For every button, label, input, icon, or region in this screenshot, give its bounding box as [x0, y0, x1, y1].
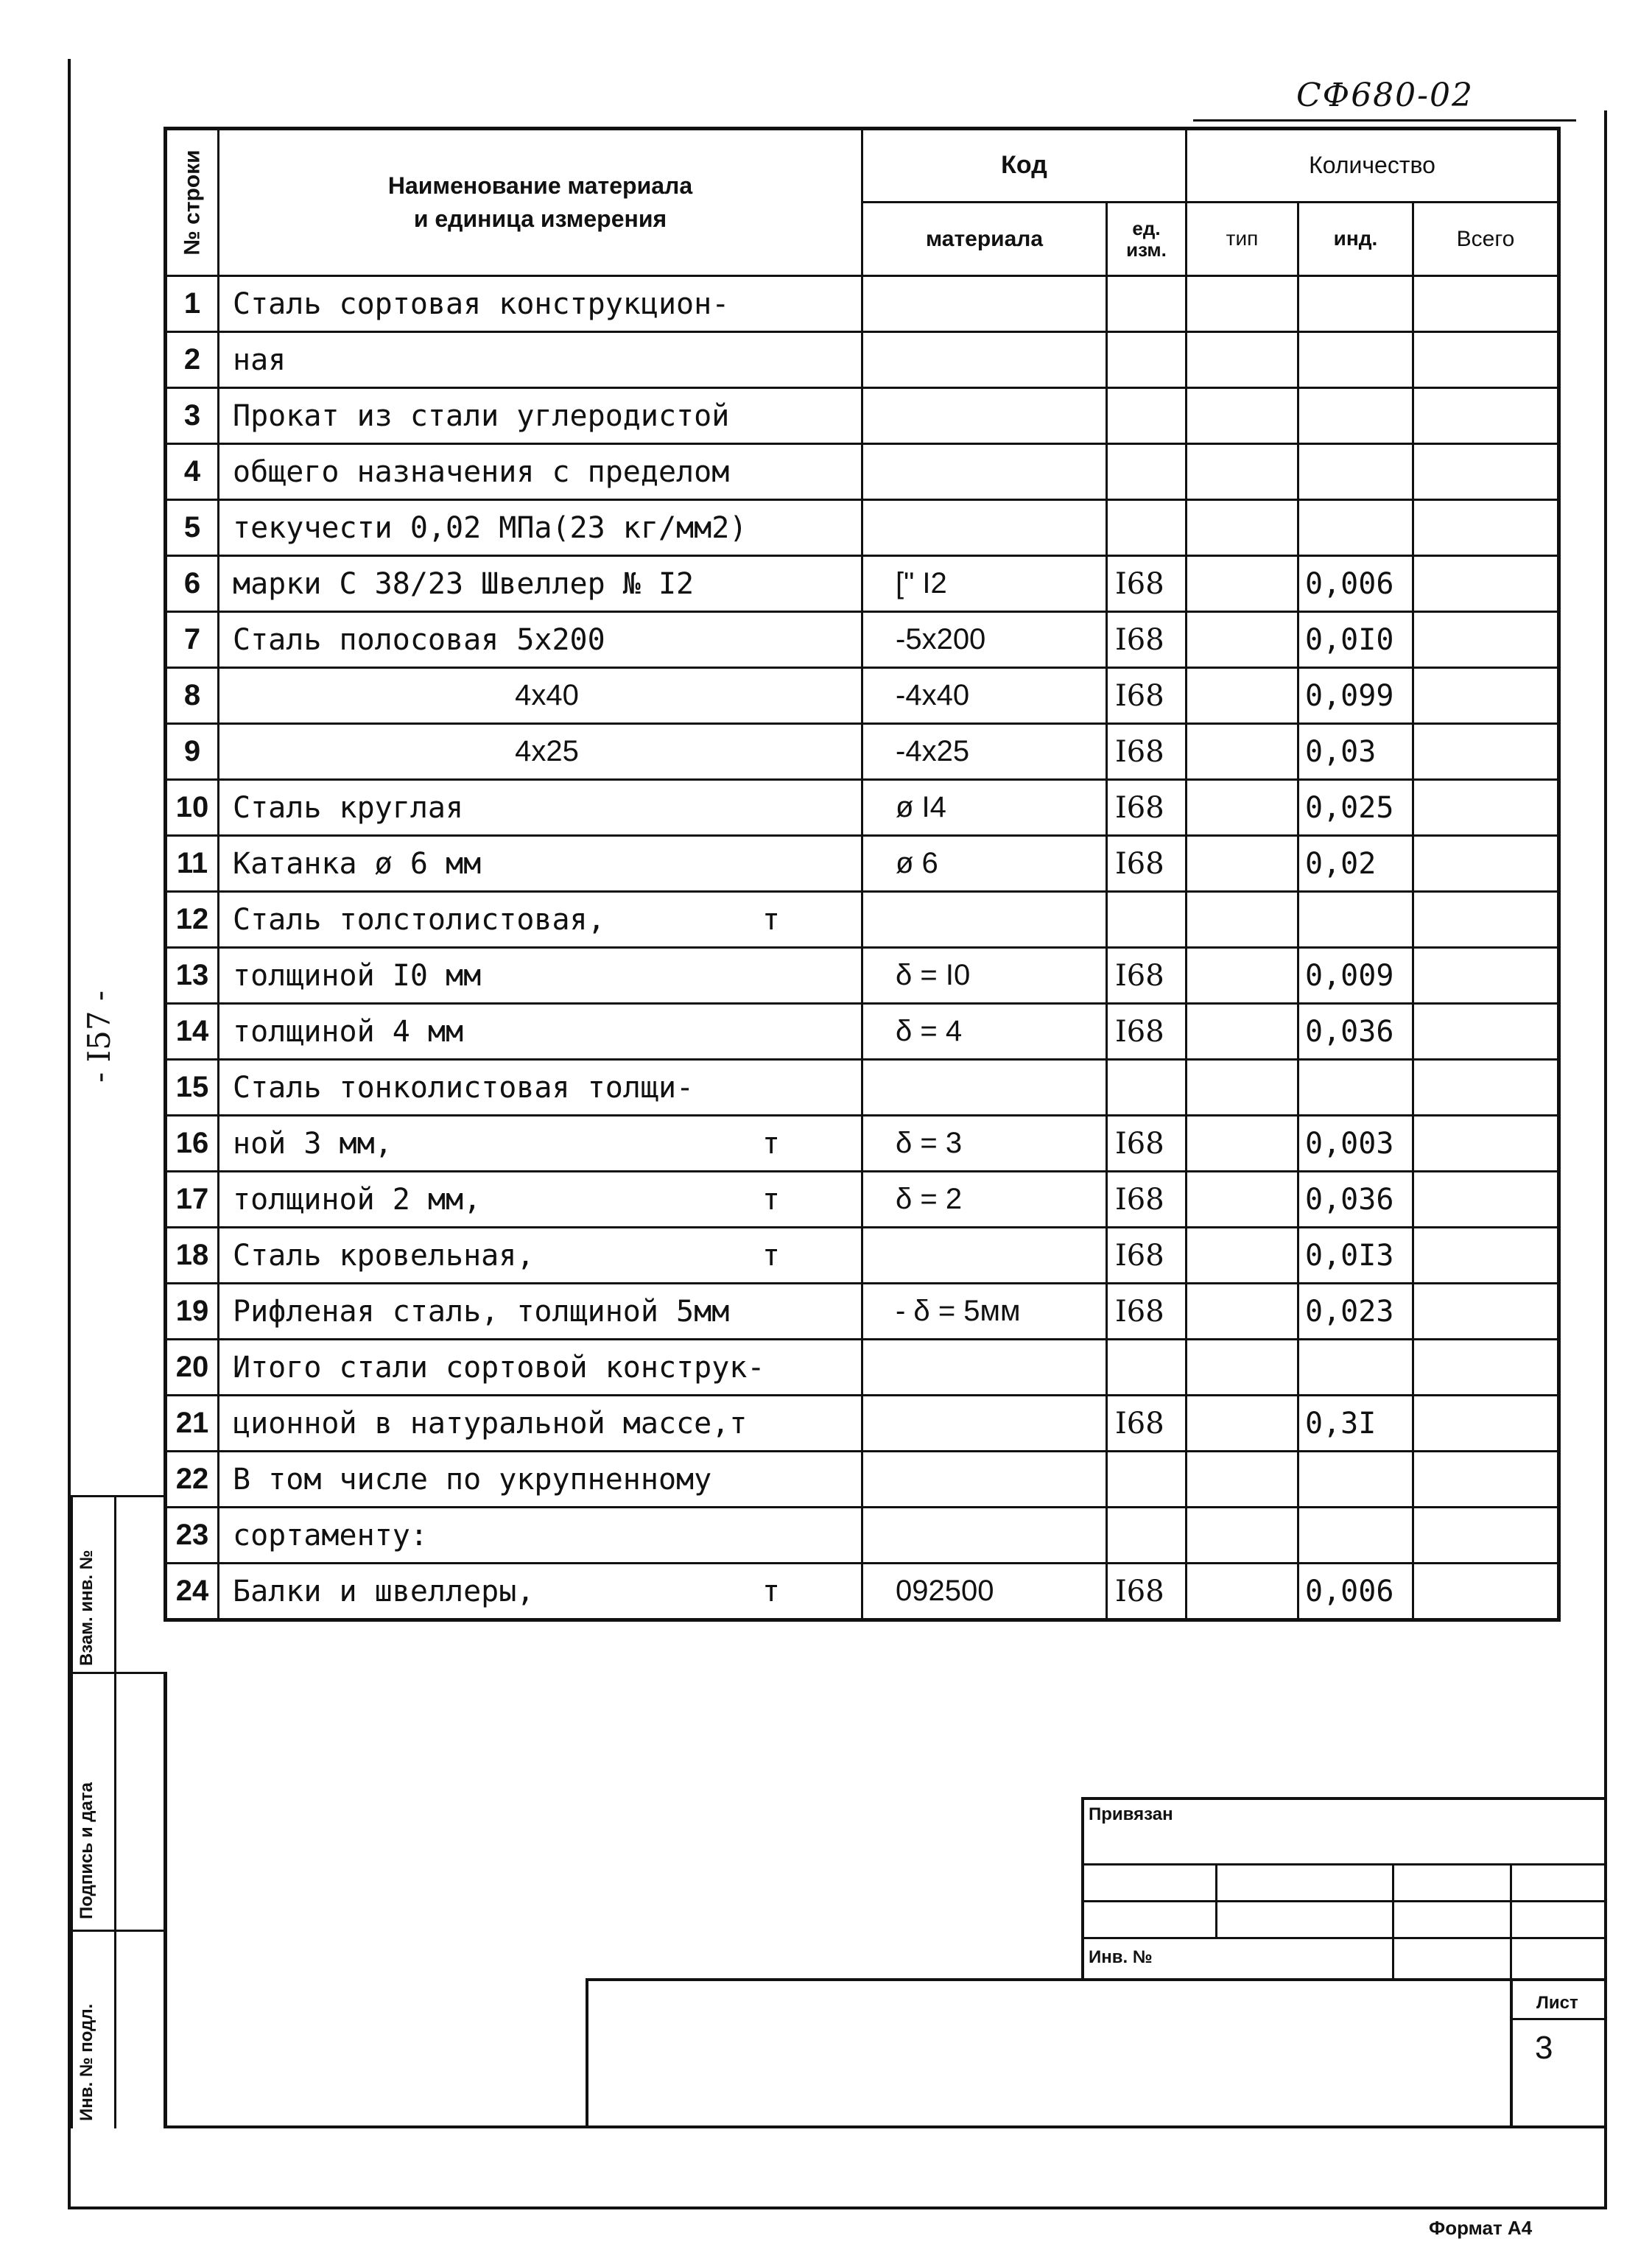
table-row [166, 1452, 1559, 1508]
qty-total [1413, 1116, 1559, 1172]
table-row [166, 836, 1559, 892]
material-name-text: Сталь сортовая конструкцион- [233, 286, 730, 321]
qty-typ [1187, 1284, 1298, 1340]
qty-ind: 0,3I [1298, 1396, 1413, 1452]
unit-code: I68 [1107, 1396, 1187, 1452]
material-name [219, 1228, 862, 1284]
row-number: 3 [166, 388, 219, 444]
qty-total [1413, 444, 1559, 500]
lower-bottom-border [164, 2125, 1604, 2128]
row-number: 18 [166, 1228, 219, 1284]
unit-code [1107, 892, 1187, 948]
qty-typ [1187, 1060, 1298, 1116]
qty-ind: 0,036 [1298, 1172, 1413, 1228]
qty-total [1413, 1340, 1559, 1396]
unit-code [1107, 1060, 1187, 1116]
material-name-text: ная [233, 342, 287, 377]
unit-mark: т [762, 1126, 780, 1161]
qty-typ [1187, 1004, 1298, 1060]
qty-total [1413, 332, 1559, 388]
qty-ind: 0,003 [1298, 1116, 1413, 1172]
unit-code [1107, 444, 1187, 500]
tb-left-line [1081, 1797, 1084, 1981]
qty-ind: 0,03 [1298, 724, 1413, 780]
unit-code [1107, 1340, 1187, 1396]
qty-ind [1298, 444, 1413, 500]
table-row [166, 276, 1559, 332]
row-number: 2 [166, 332, 219, 388]
material-name [219, 1564, 862, 1620]
material-code: 092500 [862, 1564, 1107, 1620]
material-name [219, 444, 862, 500]
material-code: δ = I0 [862, 948, 1107, 1004]
table-row [166, 1284, 1559, 1340]
material-code [862, 1060, 1107, 1116]
material-name-text: марки С 38/23 Швеллер № I2 [233, 566, 695, 601]
qty-ind: 0,009 [1298, 948, 1413, 1004]
material-name-text: ной 3 мм, [233, 1126, 393, 1161]
qty-ind: 0,02 [1298, 836, 1413, 892]
row-number: 11 [166, 836, 219, 892]
table-row [166, 948, 1559, 1004]
main-box-left [586, 1978, 588, 2128]
material-code [862, 500, 1107, 556]
tb-top-line [1081, 1797, 1604, 1800]
qty-total [1413, 1004, 1559, 1060]
table-row [166, 612, 1559, 668]
material-code: δ = 3 [862, 1116, 1107, 1172]
material-name [219, 1004, 862, 1060]
qty-typ [1187, 444, 1298, 500]
unit-code: I68 [1107, 668, 1187, 724]
table-row [166, 892, 1559, 948]
materials-table [164, 127, 1561, 1622]
material-name-text: ционной в натуральной массе,т [233, 1406, 748, 1441]
stamp-vzam: Взам. инв. № [77, 1550, 96, 1666]
material-code: [" I2 [862, 556, 1107, 612]
material-code [862, 388, 1107, 444]
material-name [219, 1060, 862, 1116]
qty-typ [1187, 1508, 1298, 1564]
material-name [219, 892, 862, 948]
material-name-text: 4х25 [515, 735, 579, 767]
unit-code: I68 [1107, 1172, 1187, 1228]
code-underline [1193, 119, 1576, 122]
qty-total [1413, 1508, 1559, 1564]
qty-total [1413, 276, 1559, 332]
unit-code: I68 [1107, 1284, 1187, 1340]
material-name [219, 332, 862, 388]
side-stamp-inner-vline [114, 1495, 116, 2128]
material-name-text: Сталь полосовая 5х200 [233, 622, 605, 657]
material-name-text: В том числе по укрупненному [233, 1462, 712, 1497]
material-code: -4х25 [862, 724, 1107, 780]
qty-ind [1298, 1340, 1413, 1396]
sheet-box-divider [1510, 2018, 1604, 2020]
qty-total [1413, 612, 1559, 668]
frame-right [1604, 110, 1607, 2209]
qty-typ [1187, 1228, 1298, 1284]
material-name [219, 1508, 862, 1564]
qty-typ [1187, 500, 1298, 556]
material-name [219, 556, 862, 612]
qty-ind [1298, 332, 1413, 388]
table-row [166, 500, 1559, 556]
table-row [166, 444, 1559, 500]
row-number: 10 [166, 780, 219, 836]
qty-total [1413, 1396, 1559, 1452]
row-number: 9 [166, 724, 219, 780]
qty-typ [1187, 836, 1298, 892]
side-stamp-hline3 [71, 1930, 166, 1932]
material-name [219, 612, 862, 668]
table-row [166, 1340, 1559, 1396]
unit-code [1107, 1508, 1187, 1564]
tb-col-line2 [1392, 1863, 1394, 1981]
material-code [862, 332, 1107, 388]
qty-ind [1298, 500, 1413, 556]
qty-typ [1187, 948, 1298, 1004]
material-name-text: толщиной I0 мм [233, 958, 482, 993]
header-quantity: Количество [1187, 129, 1559, 203]
qty-total [1413, 892, 1559, 948]
qty-typ [1187, 1340, 1298, 1396]
qty-ind: 0,099 [1298, 668, 1413, 724]
qty-total [1413, 1452, 1559, 1508]
material-code: -5х200 [862, 612, 1107, 668]
table-row [166, 668, 1559, 724]
unit-code: I68 [1107, 948, 1187, 1004]
material-name [219, 1396, 862, 1452]
material-code [862, 1508, 1107, 1564]
qty-typ [1187, 388, 1298, 444]
header-typ: тип [1187, 203, 1298, 276]
tb-row-line2 [1081, 1900, 1604, 1902]
material-name [219, 948, 862, 1004]
material-code [862, 1228, 1107, 1284]
material-name [219, 1172, 862, 1228]
side-stamp-hline2 [71, 1672, 166, 1674]
material-code: ø I4 [862, 780, 1107, 836]
unit-code: I68 [1107, 1564, 1187, 1620]
table-row [166, 724, 1559, 780]
row-number: 4 [166, 444, 219, 500]
qty-total [1413, 556, 1559, 612]
row-number: 21 [166, 1396, 219, 1452]
material-name-text: толщиной 2 мм, [233, 1182, 482, 1217]
unit-mark: т [762, 1182, 780, 1217]
qty-total [1413, 1060, 1559, 1116]
qty-total [1413, 1564, 1559, 1620]
material-code [862, 892, 1107, 948]
qty-total [1413, 1228, 1559, 1284]
row-number: 17 [166, 1172, 219, 1228]
table-row [166, 556, 1559, 612]
frame-bottom [68, 2207, 1604, 2209]
qty-typ [1187, 332, 1298, 388]
table-row [166, 1396, 1559, 1452]
document-code: СФ680-02 [1296, 77, 1475, 114]
material-code [862, 1396, 1107, 1452]
table-row [166, 1172, 1559, 1228]
sheet-number: 3 [1535, 2030, 1553, 2066]
format-label: Формат А4 [1429, 2217, 1533, 2239]
qty-ind [1298, 892, 1413, 948]
material-code: ø 6 [862, 836, 1107, 892]
row-number: 22 [166, 1452, 219, 1508]
qty-typ [1187, 668, 1298, 724]
header-material: материала [862, 203, 1107, 276]
header-name-line1: Наименование материала [387, 172, 693, 199]
tb-row-line1 [1081, 1863, 1604, 1866]
row-number: 6 [166, 556, 219, 612]
qty-ind [1298, 1452, 1413, 1508]
tb-col-line1 [1215, 1863, 1217, 1937]
unit-code: I68 [1107, 724, 1187, 780]
qty-ind: 0,0I0 [1298, 612, 1413, 668]
material-name-text: Катанка ø 6 мм [233, 846, 482, 881]
table-row [166, 1564, 1559, 1620]
material-code: δ = 2 [862, 1172, 1107, 1228]
material-name-text: Сталь круглая [233, 790, 464, 825]
material-name-text: Прокат из стали углеродистой [233, 398, 730, 433]
qty-ind: 0,023 [1298, 1284, 1413, 1340]
table-row [166, 1060, 1559, 1116]
inv-label: Инв. № [1089, 1947, 1153, 1967]
table-row [166, 1116, 1559, 1172]
qty-typ [1187, 892, 1298, 948]
table-row [166, 1228, 1559, 1284]
qty-typ [1187, 1172, 1298, 1228]
qty-total [1413, 724, 1559, 780]
material-name-text: Сталь кровельная, [233, 1238, 535, 1273]
table-row [166, 332, 1559, 388]
material-name-text: Итого стали сортовой конструк- [233, 1350, 765, 1385]
material-name [219, 1116, 862, 1172]
qty-typ [1187, 724, 1298, 780]
qty-total [1413, 1284, 1559, 1340]
qty-typ [1187, 780, 1298, 836]
header-unit-line1: ед. [1132, 217, 1161, 239]
unit-code [1107, 1452, 1187, 1508]
material-code [862, 276, 1107, 332]
qty-ind: 0,006 [1298, 556, 1413, 612]
row-number: 12 [166, 892, 219, 948]
material-name-text: Рифленая сталь, толщиной 5мм [233, 1294, 730, 1329]
table-row [166, 1004, 1559, 1060]
row-number: 24 [166, 1564, 219, 1620]
qty-total [1413, 1172, 1559, 1228]
unit-code [1107, 500, 1187, 556]
qty-total [1413, 500, 1559, 556]
qty-ind [1298, 276, 1413, 332]
lower-left-border [164, 1672, 167, 2128]
material-name-text: 4х40 [515, 679, 579, 711]
bound-label: Привязан [1089, 1804, 1173, 1824]
sheet-label: Лист [1536, 1993, 1578, 2013]
row-number: 19 [166, 1284, 219, 1340]
row-number: 14 [166, 1004, 219, 1060]
qty-typ [1187, 1116, 1298, 1172]
sheet-box-left [1510, 1978, 1513, 2128]
qty-total [1413, 780, 1559, 836]
qty-total [1413, 388, 1559, 444]
qty-ind [1298, 1060, 1413, 1116]
qty-typ [1187, 1452, 1298, 1508]
material-code: - δ = 5мм [862, 1284, 1107, 1340]
unit-code [1107, 388, 1187, 444]
tb-row-line3 [1081, 1937, 1604, 1939]
header-name-line2: и единица измерения [413, 205, 667, 232]
qty-typ [1187, 612, 1298, 668]
row-number: 7 [166, 612, 219, 668]
header-unit-line2: изм. [1126, 238, 1167, 261]
unit-mark: т [762, 902, 780, 937]
row-number: 1 [166, 276, 219, 332]
tb-col-line3 [1510, 1863, 1512, 1981]
header-unit [1107, 203, 1187, 276]
material-name [219, 388, 862, 444]
unit-code [1107, 332, 1187, 388]
material-name [219, 668, 862, 724]
table-row [166, 780, 1559, 836]
qty-total [1413, 668, 1559, 724]
material-code: -4х40 [862, 668, 1107, 724]
unit-mark: т [762, 1238, 780, 1273]
unit-code: I68 [1107, 1004, 1187, 1060]
header-name [219, 129, 862, 276]
material-name [219, 1340, 862, 1396]
unit-code: I68 [1107, 780, 1187, 836]
side-stamp-vline [71, 1495, 73, 2128]
material-name [219, 1284, 862, 1340]
row-number: 5 [166, 500, 219, 556]
material-name [219, 724, 862, 780]
side-stamp-hline1 [71, 1495, 166, 1497]
unit-code [1107, 276, 1187, 332]
material-name [219, 780, 862, 836]
unit-mark: т [762, 1574, 780, 1608]
unit-code: I68 [1107, 836, 1187, 892]
unit-code: I68 [1107, 1116, 1187, 1172]
material-code [862, 1340, 1107, 1396]
material-name-text: общего назначения с пределом [233, 454, 730, 489]
header-row-number: № строки [166, 129, 219, 276]
row-number: 13 [166, 948, 219, 1004]
qty-typ [1187, 276, 1298, 332]
material-code [862, 444, 1107, 500]
stamp-podpis: Подпись и дата [77, 1782, 96, 1919]
qty-ind: 0,036 [1298, 1004, 1413, 1060]
qty-ind: 0,006 [1298, 1564, 1413, 1620]
material-name-text: Балки и швеллеры, [233, 1574, 535, 1608]
unit-code: I68 [1107, 1228, 1187, 1284]
material-code: δ = 4 [862, 1004, 1107, 1060]
material-name-text: толщиной 4 мм [233, 1014, 464, 1049]
qty-typ [1187, 556, 1298, 612]
unit-code: I68 [1107, 556, 1187, 612]
material-name [219, 1452, 862, 1508]
unit-code: I68 [1107, 612, 1187, 668]
qty-ind [1298, 388, 1413, 444]
row-number: 15 [166, 1060, 219, 1116]
qty-ind [1298, 1508, 1413, 1564]
row-number: 20 [166, 1340, 219, 1396]
qty-ind: 0,025 [1298, 780, 1413, 836]
material-code [862, 1452, 1107, 1508]
table-row [166, 1508, 1559, 1564]
table-row [166, 388, 1559, 444]
material-name [219, 836, 862, 892]
qty-typ [1187, 1564, 1298, 1620]
header-code: Код [862, 129, 1187, 203]
side-page-number: - I57 - [81, 990, 117, 1083]
stamp-inv-podl: Инв. № подл. [77, 2003, 96, 2121]
qty-total [1413, 836, 1559, 892]
qty-ind: 0,0I3 [1298, 1228, 1413, 1284]
material-name-text: Сталь толстолистовая, [233, 902, 605, 937]
header-ind: инд. [1298, 203, 1413, 276]
row-number: 23 [166, 1508, 219, 1564]
row-number: 16 [166, 1116, 219, 1172]
material-name-text: Сталь тонколистовая толщи- [233, 1070, 695, 1105]
qty-typ [1187, 1396, 1298, 1452]
material-name-text: текучести 0,02 МПа(23 кг/мм2) [233, 510, 748, 545]
material-name [219, 500, 862, 556]
material-name-text: сортаменту: [233, 1518, 428, 1553]
row-number: 8 [166, 668, 219, 724]
main-box-top [586, 1978, 1604, 1981]
qty-total [1413, 948, 1559, 1004]
material-name [219, 276, 862, 332]
header-total: Всего [1413, 203, 1559, 276]
